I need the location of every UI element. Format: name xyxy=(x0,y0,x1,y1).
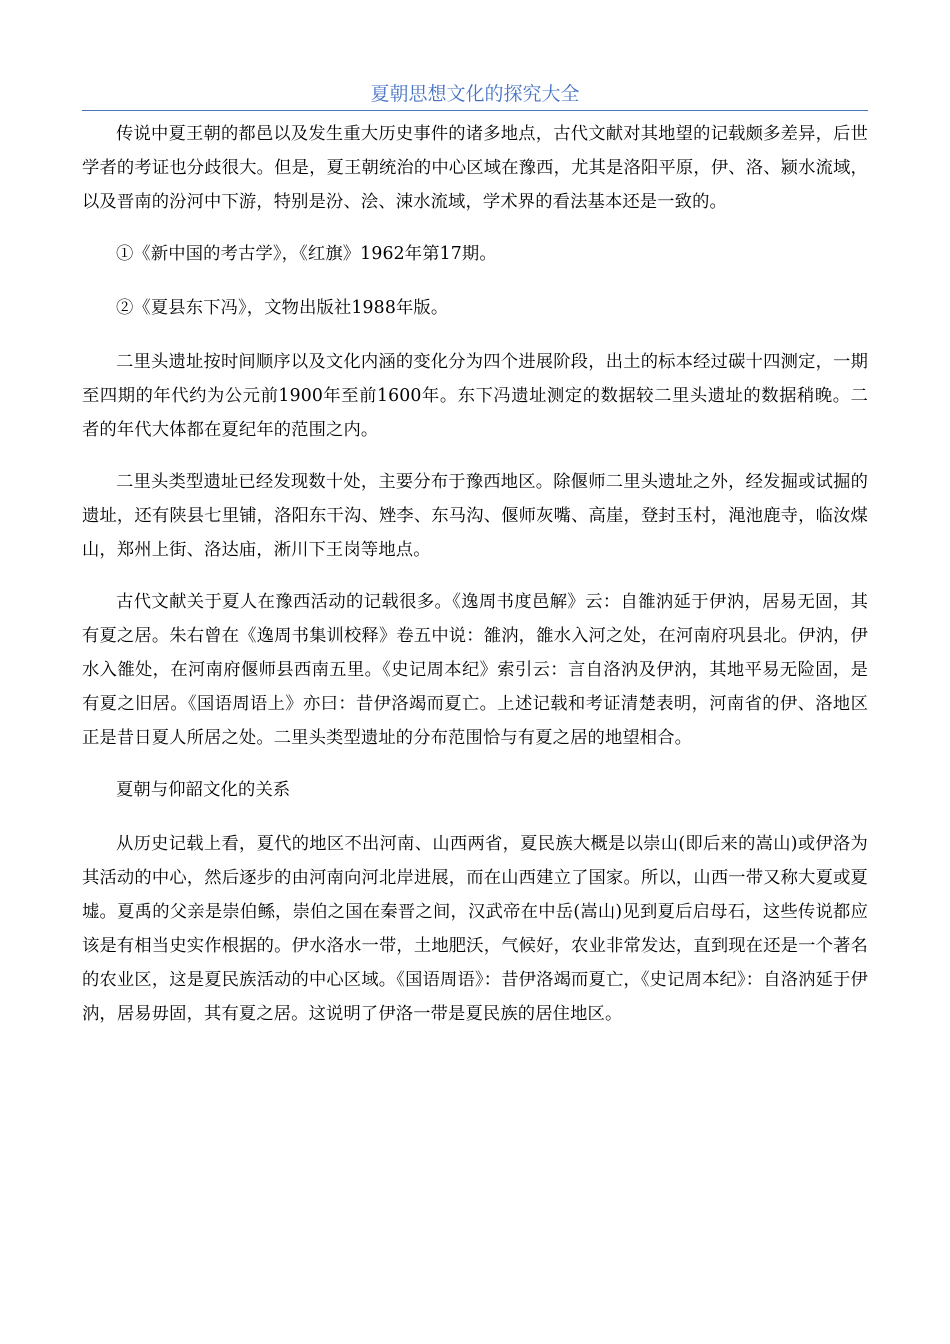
footnote-2: ②《夏县东下冯》，文物出版社1988年版。 xyxy=(116,298,449,318)
footnote-1: ①《新中国的考古学》，《红旗》1962年第17期。 xyxy=(116,244,497,264)
document-body xyxy=(82,117,868,1049)
paragraph-historical-region: 从历史记载上看，夏代的地区不出河南、山西两省，夏民族大概是以崇山(即后来的嵩山)或伊洛为其活动的中心，然后逐步的由河南向河北岸进展，而在山西建立了国家。所以，山西一带又称大夏或夏墟。夏禹的父亲是崇伯鲧，崇伯之国在秦晋之间，汉武帝在中岳(嵩山)见到夏后启母石，这些传说都应该是有相当史实作根据的。伊水洛水一带，土地肥沃，气候好，农业非常发达，直到现在还是一个著名的农业区，这是夏民族活动的中心区域。《国语周语》：昔伊洛竭而夏亡，《史记周本纪》：自洛汭延于伊汭，居易毋固，其有夏之居。这说明了伊洛一带是夏民族的居住地区。 xyxy=(82,834,868,1024)
document-title: 夏朝思想文化的探究大全 xyxy=(370,83,580,105)
section-heading: 夏朝与仰韶文化的关系 xyxy=(116,780,291,800)
paragraph-ancient-records: 古代文献关于夏人在豫西活动的记载很多。《逸周书度邑解》云：自雒汭延于伊汭，居易无固，其有夏之居。朱右曾在《逸周书集训校释》卷五中说：雒汭，雒水入河之处，在河南府巩县北。伊汭，伊水入雒处，在河南府偃师县西南五里。《史记周本纪》索引云：言自洛汭及伊汭，其地平易无险固，是有夏之旧居。《国语周语上》亦曰：昔伊洛竭而夏亡。上述记载和考证清楚表明，河南省的伊、洛地区正是昔日夏人所居之处。二里头类型遗址的分布范围恰与有夏之居的地望相合。 xyxy=(82,592,868,748)
page-header xyxy=(82,80,868,111)
paragraph-erlitou-dating: 二里头遗址按时间顺序以及文化内涵的变化分为四个进展阶段，出土的标本经过碳十四测定，一期至四期的年代约为公元前1900年至前1600年。东下冯遗址测定的数据较二里头遗址的数据稍晚。二者的年代大体都在夏纪年的范围之内。 xyxy=(82,352,868,440)
paragraph-erlitou-sites: 二里头类型遗址已经发现数十处，主要分布于豫西地区。除偃师二里头遗址之外，经发掘或试掘的遗址，还有陕县七里铺，洛阳东干沟、矬李、东马沟、偃师灰嘴、高崖，登封玉村，渑池鹿寺，临汝煤山，郑州上街、洛达庙，淅川下王岗等地点。 xyxy=(82,472,868,560)
paragraph-intro: 传说中夏王朝的都邑以及发生重大历史事件的诸多地点，古代文献对其地望的记载颇多差异，后世学者的考证也分歧很大。但是，夏王朝统治的中心区域在豫西，尤其是洛阳平原，伊、洛、颍水流域，以及晋南的汾河中下游，特别是汾、浍、涑水流域，学术界的看法基本还是一致的。 xyxy=(82,124,868,212)
